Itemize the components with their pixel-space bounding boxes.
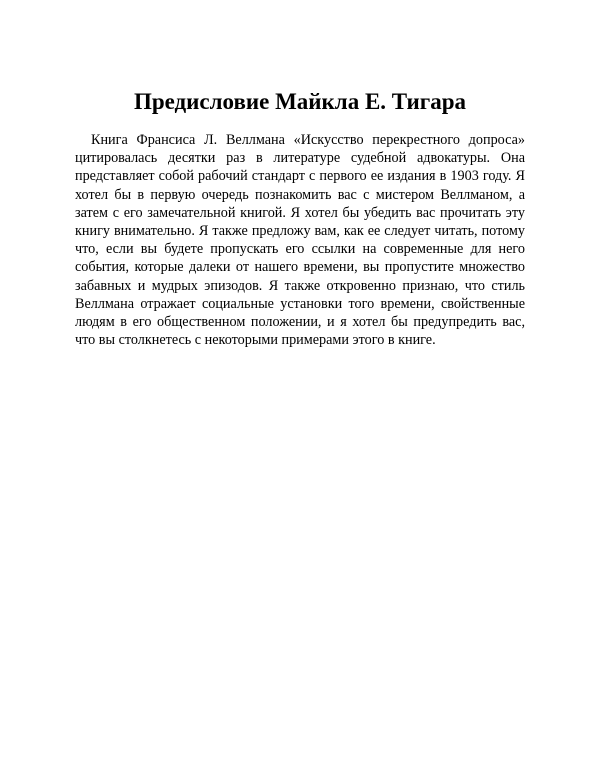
page-title: Предисловие Майкла Е. Тигара bbox=[133, 89, 467, 114]
body-paragraph: Книга Франсиса Л. Веллмана «Искусство перекрестного допроса» цитировалась десятки раз в литературе судебной адвокатуры. Она представляет собой рабочий стандарт с первого ее издания в 1903 году. Я хотел бы в первую очередь познакомить вас с мистером Веллманом, а затем с его замечательной книгой. Я хотел бы убедить вас прочитать эту книгу внимательно. Я также предложу вам, как ее следует читать, потому что, если вы будете пропускать его ссылки на современные для него события, которые далеки от нашего времени, вы пропустите множество забавных и мудрых эпизодов. Я также откровенно признаю, что стиль Веллмана отражает социальные установки того времени, свойственные людям в его общественном положении, и я хотел бы предупредить вас, что вы столкнетесь с некоторыми примерами этого в книге. bbox=[75, 132, 525, 349]
